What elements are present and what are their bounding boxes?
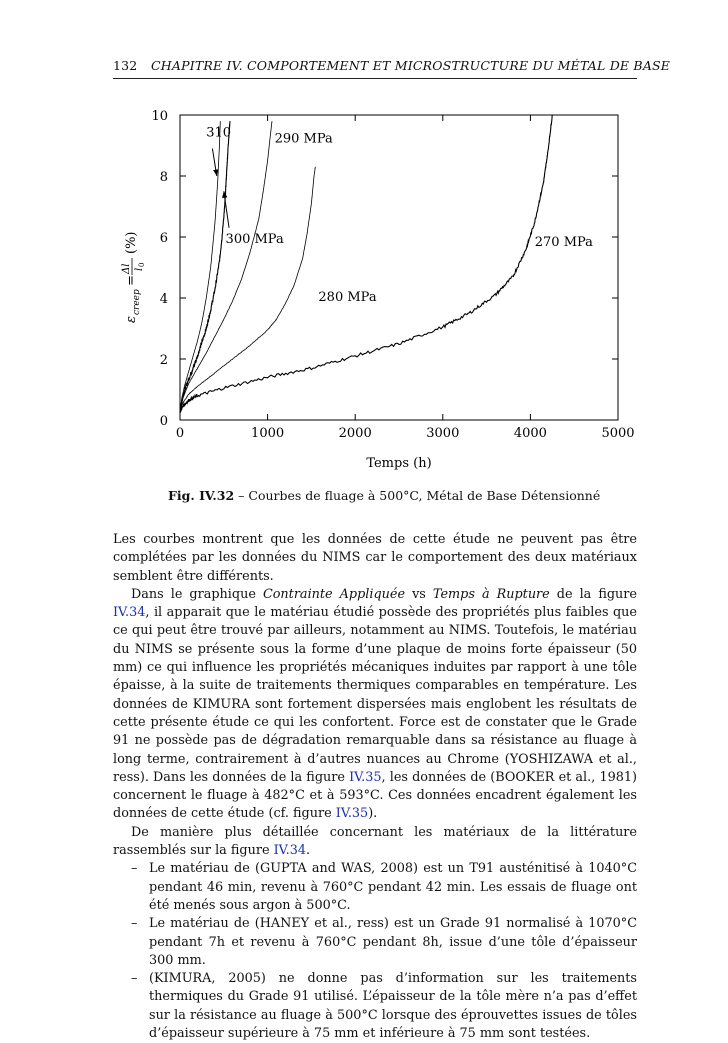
paragraph-1: Les courbes montrent que les données de cette étude ne peuvent pas être complétées par les données du NIMS car le comportement des deux matériaux semblent être différents. [113, 532, 637, 584]
text-run: , les données de (BOOKER et al., 1981) concernent le fluage à 482°C et à 593°C. Ces données encadrent également les données de cette étude (cf. figure [113, 769, 637, 822]
paragraph-2 [113, 586, 637, 824]
series-line [180, 167, 315, 413]
text-italic: Contrainte Appliquée [262, 586, 406, 602]
x-axis-label: Temps (h) [366, 456, 432, 471]
annotation-label: 300 MPa [225, 232, 284, 248]
page-number: 132 [113, 58, 138, 73]
y-label-numerator: Δl [121, 263, 132, 274]
y-axis-label [121, 232, 146, 324]
text-run: vs [405, 586, 433, 602]
y-tick-label: 2 [159, 353, 168, 368]
annotation-label: 310 [206, 125, 232, 141]
annotations-group [206, 125, 593, 305]
creep-chart [100, 100, 640, 480]
y-label-denominator: l [134, 267, 145, 271]
text-run: . [306, 843, 311, 859]
x-tick-label: 4000 [513, 426, 547, 441]
y-tick-label: 10 [151, 109, 168, 124]
y-label-symbol: ε [124, 316, 139, 323]
annotation-label: 270 MPa [534, 235, 593, 251]
figure-ref-link[interactable]: IV.34 [113, 605, 146, 621]
series-line [180, 121, 230, 412]
annotation-label: 290 MPa [274, 131, 333, 147]
annotation-label: 280 MPa [318, 290, 377, 306]
annotation-arrowhead [222, 191, 227, 198]
y-label-unit: (%) [124, 231, 139, 254]
list-item: – Le matériau de (GUPTA and WAS, 2008) est un T91 austénitisé à 1040°C pendant 46 min, revenu à 760°C pendant 42 min. Les essais de fluage ont été menés sous argon à 500°C. [131, 860, 637, 915]
text-run: ). [368, 806, 378, 822]
series-line [180, 121, 272, 412]
body-text [113, 531, 637, 1043]
y-tick-label: 4 [159, 292, 168, 307]
text-run: Dans le graphique [131, 586, 263, 602]
figure-ref-link[interactable]: IV.35 [335, 806, 369, 822]
x-tick-label: 1000 [251, 426, 285, 441]
y-tick-label: 0 [159, 414, 168, 429]
figure-ref-link[interactable]: IV.34 [273, 843, 307, 859]
series-line [180, 121, 220, 412]
text-run: De manière plus détaillée concernant les matériaux de la littérature rassemblés sur la figure [113, 824, 637, 859]
figure-caption [168, 488, 600, 503]
text-run: , il apparait que le matériau étudié possède des propriétés plus faibles que ce qui peut être trouvé par ailleurs, notamment au NIMS. Toutefois, le matériau du NIMS se présente sous la forme d’une plaque de moins forte épaisseur (50 mm) ce qui influence les propriétés mécaniques induites par rapport à une tôle épaisse, à la suite de traitements thermiques comparables en température. Les données de KIMURA sont fortement dispersées mais englobent les résultats de cette présente étude ce qui les confortent. Force est de constater que le Grade 91 ne possède pas de dégradation remarquable dans sa résistance au fluage à long terme, contrairement à d’autres nuances au Chrome (YOSHIZAWA et al., ress). Dans les données de la figure [113, 605, 637, 785]
materials-list [113, 860, 637, 1043]
text-italic: Temps à Rupture [432, 586, 550, 602]
series-group [180, 115, 552, 413]
y-label-denominator-sub: 0 [138, 262, 146, 267]
header-rule [113, 78, 637, 79]
x-tick-label: 3000 [426, 426, 460, 441]
axis-ticks [151, 109, 634, 441]
list-item: – Le matériau de (HANEY et al., ress) est un Grade 91 normalisé à 1070°C pendant 7h et revenu à 760°C pendant 8h, issue d’une tôle d’épaisseur 300 mm. [131, 915, 637, 970]
y-label-subscript: creep [132, 289, 142, 315]
figure-label: Fig. IV.32 [168, 488, 235, 503]
x-tick-label: 0 [175, 426, 185, 441]
x-tick-label: 5000 [601, 426, 635, 441]
y-tick-label: 8 [159, 170, 168, 185]
paragraph-3 [113, 824, 637, 861]
y-label-equals: = [124, 270, 139, 290]
figure-caption-text: – Courbes de fluage à 500°C, Métal de Base Détensionné [234, 488, 601, 503]
list-item: – (KIMURA, 2005) ne donne pas d’information sur les traitements thermiques du Grade 91 utilisé. L’épaisseur de la tôle mère n’a pas d’effet sur la résistance au fluage à 500°C lorsque des éprouvettes issues de tôles d’épaisseur supérieure à 75 mm et inférieure à 75 mm sont testées. [131, 970, 637, 1043]
series-line [180, 115, 552, 413]
text-run: de la figure [549, 586, 637, 602]
chapter-title: CHAPITRE IV. COMPORTEMENT ET MICROSTRUCTURE DU MÉTAL DE BASE [151, 58, 671, 73]
figure-ref-link[interactable]: IV.35 [349, 769, 382, 785]
y-tick-label: 6 [159, 231, 168, 246]
x-tick-label: 2000 [338, 426, 372, 441]
